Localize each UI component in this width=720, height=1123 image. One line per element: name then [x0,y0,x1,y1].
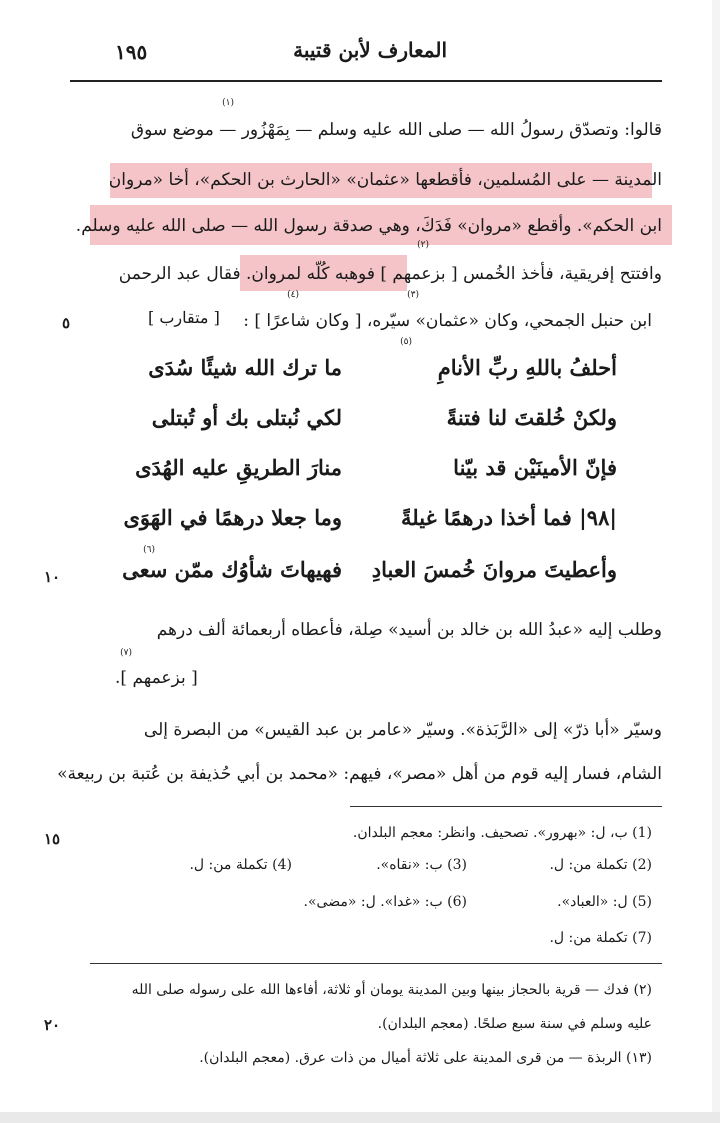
body-line: وطلب إليه «عبدُ الله بن خالد بن أسيد» صِلة، فأعطاه أربعمائة ألف درهم [156,620,662,640]
page-edge [0,1112,720,1123]
footnote-mark: (٧) [120,648,132,658]
body-line: قالوا: وتصدّق رسولُ الله — صلى الله عليه وسلم — بِمَهْزُور — موضع سوق [130,120,662,140]
footnote-mark: (٦) [143,545,155,555]
footnote: (١٣) الربذة — من قرى المدينة على ثلاثة أميال من ذات عرق. (معجم البلدان). [199,1050,652,1066]
running-head: المعارف لأبن قتيبة [293,38,447,62]
line-number: ١٠ [44,568,61,586]
body-line: ابن الحكم». وأقطع «مروان» فَدَكَ، وهي صدقة رسول الله — صلى الله عليه وسلم. [75,216,662,236]
footnote-mark: (١) [222,98,234,108]
body-line: المدينة — على المُسلمين، فأقطعها «عثمان» «الحارث بن الحكم»، أخا «مروان [108,170,662,190]
poem-hemistich: ما ترك الله شيئًا سُدَى [148,355,342,380]
line-number: ١٥ [44,830,61,848]
meter-label: [ متقارب ] [148,308,220,327]
body-line: [ بزعمهم ]. [115,668,198,688]
footnote: (1) ب، ل: «بهرور». تصحيف. وانظر: معجم البلدان. [352,825,652,841]
footnote: (5) ل: «العباد». [557,894,652,910]
poem-hemistich: فإنّ الأمينَيْن قد بيّنا [453,455,617,480]
footnote: (4) تكملة من: ل. [189,857,292,873]
poem-hemistich: |٩٨| فما أخذا درهمًا غيلةً [401,505,617,530]
body-line: الشام، فسار إليه قوم من أهل «مصر»، فيهم: «محمد بن أبي حُذيفة بن عُتبة بن ربيعة» [57,764,662,784]
footnote: (2) تكملة من: ل. [549,857,652,873]
footnote-mark: (٢) [417,240,429,250]
footnote: عليه وسلم في سنة سبع صلحًا. (معجم البلدان). [377,1016,652,1032]
footnote: (3) ب: «نقاه». [376,857,467,873]
body-line: ابن حنبل الجمحي، وكان «عثمان» سيّره، [ وكان شاعرًا ] : [243,311,652,331]
poem-hemistich: وما جعلا درهمًا في الهَوَى [123,505,342,530]
footnote: (6) ب: «غدا». ل: «مضى». [303,894,467,910]
body-line: وافتتح إفريقية، فأخذ الخُمس [ بزعمهم ] فوهبه كُلّه لمروان. فقال عبد الرحمن [118,264,662,284]
line-number: ٢٠ [44,1016,61,1034]
footnote-mark: (٥) [400,337,412,347]
footnote-separator [90,963,662,964]
footnote: (٢) فدك — قرية بالحجاز بينها وبين المدينة يومان أو ثلاثة، أفاءها الله على رسوله صلى الله [131,982,652,998]
poem-hemistich: وأعطيتَ مروانَ خُمسَ العبادِ [371,557,617,582]
footnote: (7) تكملة من: ل. [549,930,652,946]
header-rule [70,80,662,82]
line-number: ٥ [62,314,71,332]
body-line: وسيّر «أبا ذرّ» إلى «الرَّبَذة». وسيّر «عامر بن عبد القيس» من البصرة إلى [143,720,662,740]
poem-hemistich: فهيهاتَ شأوُك ممّن سعى [122,557,342,582]
poem-hemistich: منارَ الطريقِ عليه الهُدَى [135,455,342,480]
footnote-separator [350,806,662,807]
poem-hemistich: أحلفُ باللهِ ربِّ الأنامِ [437,355,617,380]
page-number: ١٩٥ [115,40,148,64]
poem-hemistich: لكي نُبتلى بك أو تُبتلى [151,405,342,430]
footnote-mark: (٤) [287,290,299,300]
footnote-mark: (٣) [407,290,419,300]
poem-hemistich: ولكنْ خُلقتَ لنا فتنةً [446,405,617,430]
